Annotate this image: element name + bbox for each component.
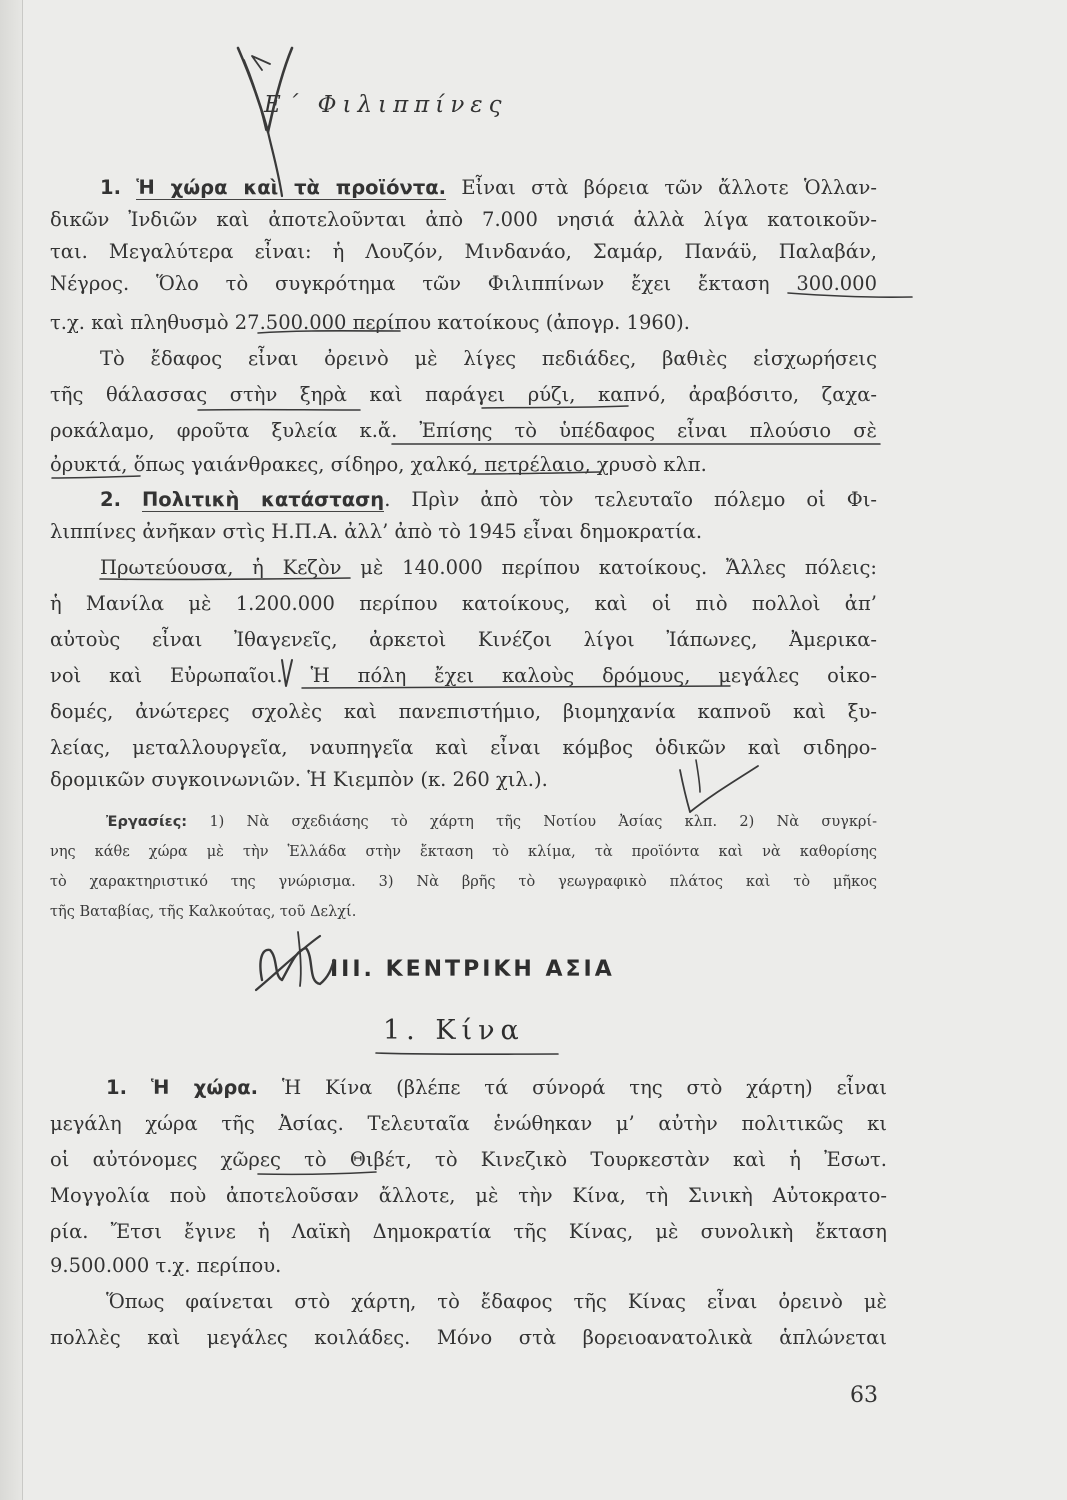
exercises-label: Ἐργασίες: bbox=[106, 814, 188, 830]
line-text: Ἡ Κίνα (βλέπε τά σύνορά της στὸ χάρτη) εἶναι bbox=[258, 1076, 887, 1099]
paragraph-heading: Ἡ χώρα. bbox=[150, 1076, 259, 1099]
text-line: λιππίνες ἀνῆκαν στὶς Η.Π.Α. ἀλλ’ ἀπὸ τὸ 1945 εἶναι δημοκρατία. bbox=[50, 520, 703, 543]
text-line bbox=[100, 488, 877, 512]
text-line: Πρωτεύουσα, ἡ Κεζὸν μὲ 140.000 περίπου κατοίκους. Ἄλλες πόλεις: bbox=[100, 556, 877, 579]
text-line: Ὅπως φαίνεται στὸ χάρτη, τὸ ἔδαφος τῆς Κίνας εἶναι ὀρεινὸ μὲ bbox=[106, 1290, 887, 1313]
text-line: τῆς θάλασσας στὴν ξηρὰ καὶ παράγει ρύζι, καπνό, ἀραβόσιτο, ζαχα- bbox=[50, 383, 877, 406]
text-line: δικῶν Ἰνδιῶν καὶ ἀποτελοῦνται ἀπὸ 7.000 νησιά ἀλλὰ λίγα κατοικοῦν- bbox=[50, 208, 877, 231]
text-line: τ.χ. καὶ πληθυσμὸ 27.500.000 περίπου κατοίκους (ἀπογρ. 1960). bbox=[50, 311, 690, 334]
chapter-heading: III. ΚΕΝΤΡΙΚΗ ΑΣΙΑ bbox=[330, 957, 615, 982]
text-line: Νέγρος. Ὅλο τὸ συγκρότημα τῶν Φιλιππίνων ἔχει ἔκταση 300.000 bbox=[50, 272, 877, 295]
text-line: ροκάλαμο, φροῦτα ξυλεία κ.ἄ. Ἐπίσης τὸ ὑπέδαφος εἶναι πλούσιο σὲ bbox=[50, 419, 877, 442]
exercises-line bbox=[106, 813, 877, 831]
text-line bbox=[106, 1076, 887, 1100]
line-text: Εἶναι στὰ βόρεια τῶν ἄλλοτε Ὁλλαν- bbox=[446, 176, 877, 199]
exercise-text: 1) Νὰ σχεδιάσης τὸ χάρτη τῆς Νοτίου Ἀσίας κλπ. 2) Νὰ συγκρί- bbox=[187, 814, 877, 830]
line-text: . Πρὶν ἀπὸ τὸν τελευταῖο πόλεμο οἱ Φι- bbox=[384, 488, 878, 511]
text-line: ρία. Ἔτσι ἔγινε ἡ Λαϊκὴ Δημοκρατία τῆς Κίνας, μὲ συνολικὴ ἔκταση bbox=[50, 1220, 887, 1243]
paragraph-number: 2. bbox=[100, 488, 121, 511]
text-line: δομές, ἀνώτερες σχολὲς καὶ πανεπιστήμιο, βιομηχανία καπνοῦ καὶ ξυ- bbox=[50, 700, 877, 723]
text-line: 9.500.000 τ.χ. περίπου. bbox=[50, 1254, 282, 1277]
text-line: οἱ αὐτόνομες χῶρες τὸ Θιβέτ, τὸ Κινεζικὸ Τουρκεστὰν καὶ ἡ Ἐσωτ. bbox=[50, 1148, 887, 1171]
paragraph-heading: Ἡ χώρα καὶ τὰ προϊόντα. bbox=[136, 176, 447, 199]
sub-heading: 1. Κίνα bbox=[383, 1015, 525, 1046]
text-line: ὀρυκτά, ὅπως γαιάνθρακες, σίδηρο, χαλκό, πετρέλαιο, χρυσὸ κλπ. bbox=[50, 453, 707, 476]
exercises-line: νης κάθε χώρα μὲ τὴν Ἑλλάδα στὴν ἔκταση τὸ κλίμα, τὰ προϊόντα καὶ νὰ καθορίσης bbox=[50, 844, 877, 860]
text-line: δρομικῶν συγκοινωνιῶν. Ἡ Κιεμπὸν (κ. 260 χιλ.). bbox=[50, 768, 548, 791]
text-line: Μογγολία ποὺ ἀποτελοῦσαν ἄλλοτε, μὲ τὴν Κίνα, τὴ Σινικὴ Αὐτοκρατο- bbox=[50, 1184, 887, 1207]
text-line: νοὶ καὶ Εὐρωπαῖοι. Ἡ πόλη ἔχει καλοὺς δρόμους, μεγάλες οἰκο- bbox=[50, 664, 877, 687]
text-line: αὐτοὺς εἶναι Ἰθαγενεῖς, ἀρκετοὶ Κινέζοι λίγοι Ἰάπωνες, Ἀμερικα- bbox=[50, 628, 877, 651]
text-line: ἡ Μανίλα μὲ 1.200.000 περίπου κατοίκους, καὶ οἱ πιὸ πολλοὶ ἀπ’ bbox=[50, 592, 877, 615]
text-line: Τὸ ἔδαφος εἶναι ὀρεινὸ μὲ λίγες πεδιάδες, βαθιὲς εἰσχωρήσεις bbox=[100, 347, 877, 370]
binding-edge bbox=[0, 0, 23, 1500]
exercises-line: τὸ χαρακτηριστικό της γνώρισμα. 3) Νὰ βρῆς τὸ γεωγραφικὸ πλάτος καὶ τὸ μῆκος bbox=[50, 874, 877, 890]
section-title: Ε΄ Φιλιππίνες bbox=[264, 92, 508, 118]
text-line bbox=[100, 176, 877, 200]
paragraph-number: 1. bbox=[100, 176, 121, 199]
text-line: μεγάλη χώρα τῆς Ἀσίας. Τελευταῖα ἑνώθηκαν μ’ αὐτὴν πολιτικῶς κι bbox=[50, 1112, 887, 1135]
text-line: λείας, μεταλλουργεῖα, ναυπηγεῖα καὶ εἶναι κόμβος ὁδικῶν καὶ σιδηρο- bbox=[50, 736, 877, 759]
page-number: 63 bbox=[850, 1383, 878, 1408]
exercises-line: τῆς Βαταβίας, τῆς Καλκούτας, τοῦ Δελχί. bbox=[50, 904, 357, 920]
text-line: πολλὲς καὶ μεγάλες κοιλάδες. Μόνο στὰ βορειοανατολικὰ ἁπλώνεται bbox=[50, 1326, 887, 1349]
text-line: ται. Μεγαλύτερα εἶναι: ἡ Λουζόν, Μινδανάο, Σαμάρ, Πανάϋ, Παλαβάν, bbox=[50, 240, 877, 263]
paragraph-number: 1. bbox=[106, 1076, 127, 1099]
paragraph-heading: Πολιτικὴ κατάσταση bbox=[141, 488, 385, 511]
